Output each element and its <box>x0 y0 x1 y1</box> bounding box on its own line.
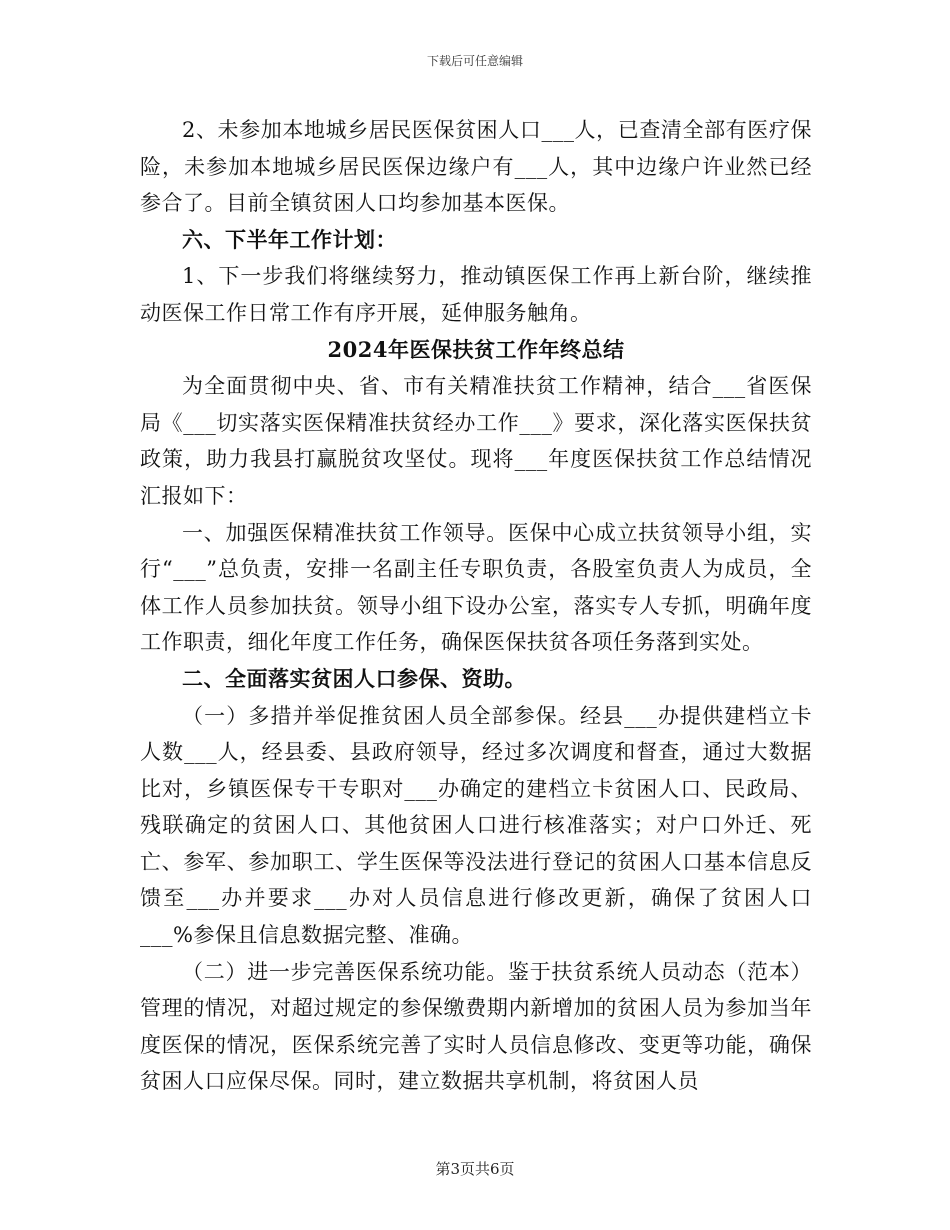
paragraph-leadership: 一、加强医保精准扶贫工作领导。医保中心成立扶贫领导小组，实行“___”总负责，安排一名副主任专职负责，各股室负责人为成员，全体工作人员参加扶贫。领导小组下设办公室，落实专人专抓，明确年度工作职责，细化年度工作任务，确保医保扶贫各项任务落到实处。 <box>140 520 812 655</box>
paragraph-system-improvement: （二）进一步完善医保系统功能。鉴于扶贫系统人员动态（范本）管理的情况，对超过规定的参保缴费期内新增加的贫困人员为参加当年度医保的情况，医保系统完善了实时人员信息修改、变更等功能，确保贫困人口应保尽保。同时，建立数据共享机制，将贫困人员 <box>140 959 812 1094</box>
document-title: 2024年医保扶贫工作年终总结 <box>327 336 625 362</box>
page-header: 下载后可任意编辑 <box>426 54 523 68</box>
paragraph-intro: 为全面贯彻中央、省、市有关精准扶贫工作精神，结合___省医保局《___切实落实医保精准扶贫经办工作___》要求，深化落实医保扶贫政策，助力我县打赢脱贫攻坚仗。现将___年度医保扶贫工作总结情况汇报如下： <box>140 374 812 508</box>
paragraph-uninsured-poor: 2、未参加本地城乡居民医保贫困人口___人，已查清全部有医疗保险，未参加本地城乡居民医保边缘户有___人，其中边缘户许业然已经参合了。目前全镇贫困人口均参加基本医保。 <box>140 118 812 216</box>
heading-second-half-plan: 六、下半年工作计划： <box>182 226 397 252</box>
paragraph-next-step: 1、下一步我们将继续努力，推动镇医保工作再上新台阶，继续推动医保工作日常工作有序开展，延伸服务触角。 <box>140 264 812 325</box>
document-body <box>140 112 812 1100</box>
paragraph-enrollment-measures: （一）多措并举促推贫困人员全部参保。经县___办提供建档立卡人数___人，经县委、县政府领导，经过多次调度和督查，通过大数据比对，乡镇医保专干专职对___办确定的建档立卡贫困人口、民政局、残联确定的贫困人口、其他贫困人口进行核准落实；对户口外迁、死亡、参军、参加职工、学生医保等没法进行登记的贫困人口基本信息反馈至___办并要求___办对人员信息进行修改更新，确保了贫困人口___%参保且信息数据完整、准确。 <box>140 703 812 948</box>
heading-insurance-coverage: 二、全面落实贫困人口参保、资助。 <box>182 665 526 691</box>
page-footer: 第3页共6页 <box>435 1160 515 1178</box>
